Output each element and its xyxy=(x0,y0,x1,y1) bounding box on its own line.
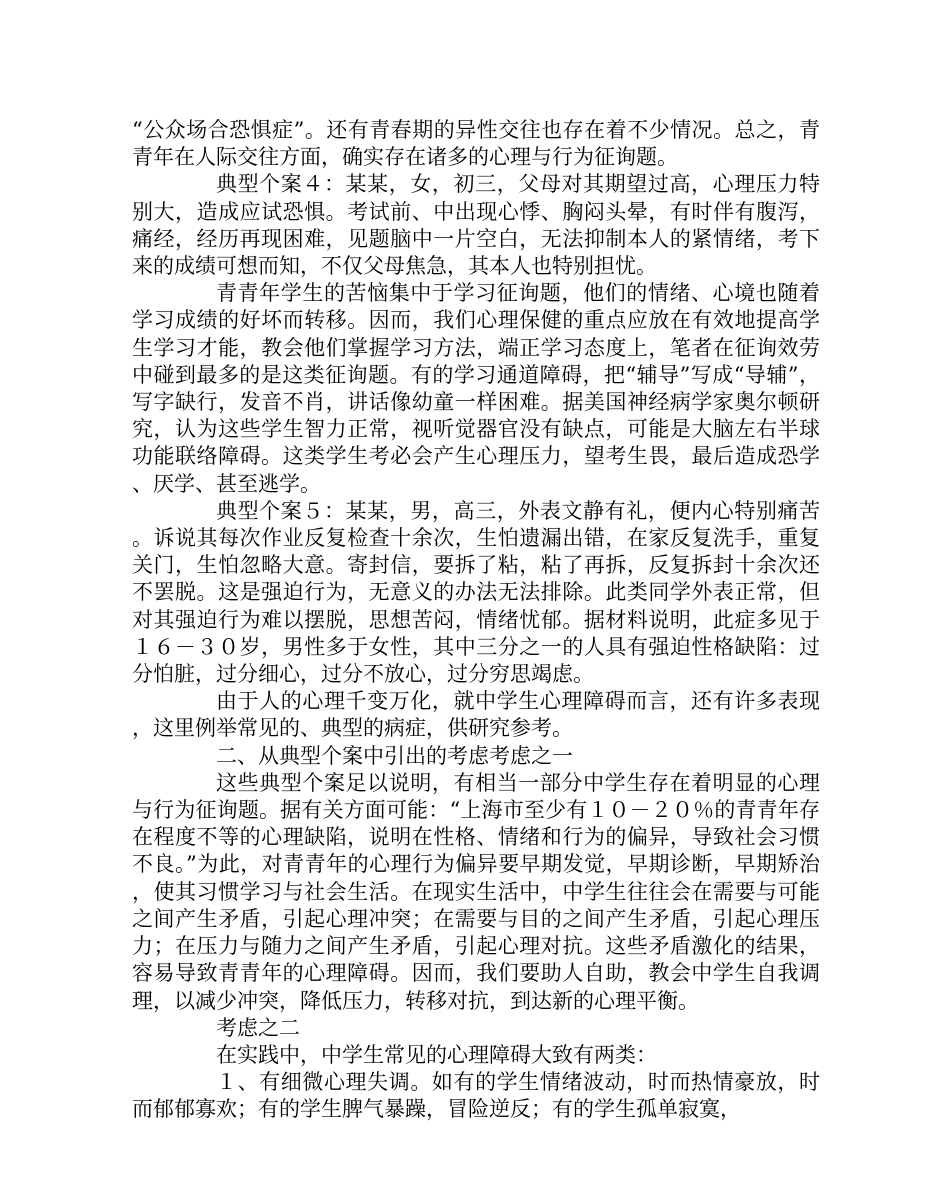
paragraph-case-5: 典型个案５：某某，男，高三，外表文静有礼，便内心特别痛苦。诉说其每次作业反复检查十余次，生怕遗漏出错，在家反复洗手，重复关门，生怕忽略大意。寄封信，要拆了粘，粘了再拆，反复拆封十余次还不罢脱。这是强迫行为，无意义的办法无法排除。此类同学外表正常，但对其强迫行为难以摆脱，思想苦闷，情绪忧郁。据材料说明，此症多见于１６－３０岁，男性多于女性，其中三分之一的人具有强迫性格缺陷：过分怕脏，过分细心，过分不放心，过分穷思竭虑。 xyxy=(132,498,820,687)
paragraph-1: “公众场合恐惧症”。还有青春期的异性交往也存在着不少情况。总之，青青年在人际交往方面，确实存在诸多的心理与行为征询题。 xyxy=(132,118,820,170)
paragraph-summary: 由于人的心理千变万化，就中学生心理障碍而言，还有许多表现，这里例举常见的、典型的病症，供研究参考。 xyxy=(132,689,820,741)
paragraph-two-types: 在实践中，中学生常见的心理障碍大致有两类： xyxy=(216,1042,657,1067)
paragraph-type-1: １、有细微心理失调。如有的学生情绪波动，时而热情豪放，时而郁郁寡欢；有的学生脾气暴躁，冒险逆反；有的学生孤单寂寞， xyxy=(132,1070,820,1122)
section-heading-2: 二、从典型个案中引出的考虑考虑之一 xyxy=(216,743,573,768)
paragraph-case-4: 典型个案４：某某，女，初三，父母对其期望过高，心理压力特别大，造成应试恐惧。考试前、中出现心悸、胸闷头晕，有时伴有腹泻，痛经，经历再现困难，见题脑中一片空白，无法抑制本人的紧情绪，考下来的成绩可想而知，不仅父母焦急，其本人也特别担忧。 xyxy=(132,172,820,279)
paragraph-reflection-1: 这些典型个案足以说明，有相当一部分中学生存在着明显的心理与行为征询题。据有关方面可能：“上海市至少有１０－２０％的青青年存在程度不等的心理缺陷，说明在性格、情绪和行为的偏异，导致社会习惯不良。”为此，对青青年的心理行为偏异要早期发觉，早期诊断，早期矫治，使其习惯学习与社会生活。在现实生活中，中学生往往会在需要与可能之间产生矛盾，引起心理冲突；在需要与目的之间产生矛盾，引起心理压力；在压力与随力之间产生矛盾，引起心理对抗。这些矛盾激化的结果，容易导致青青年的心理障碍。因而，我们要助人自助，教会中学生自我调理，以减少冲突，降低压力，转移对抗，到达新的心理平衡。 xyxy=(132,770,820,1013)
document-page xyxy=(132,117,820,1124)
paragraph-study-problems: 青青年学生的苦恼集中于学习征询题，他们的情绪、心境也随着学习成绩的好坏而转移。因而，我们心理保健的重点应放在有效地提高学生学习才能，教会他们掌握学习方法，端正学习态度上，笔者在征询效劳中碰到最多的是这类征询题。有的学习通道障碍，把“辅导”写成“导辅”，写字缺行，发音不肖，讲话像幼童一样困难。据美国神经病学家奥尔顿研究，认为这些学生智力正常，视听觉器官没有缺点，可能是大脑左右半球功能联络障碍。这类学生考必会产生心理压力，望考生畏，最后造成恐学、厌学、甚至逃学。 xyxy=(132,281,820,496)
subheading-reflection-2: 考虑之二 xyxy=(216,1015,300,1040)
